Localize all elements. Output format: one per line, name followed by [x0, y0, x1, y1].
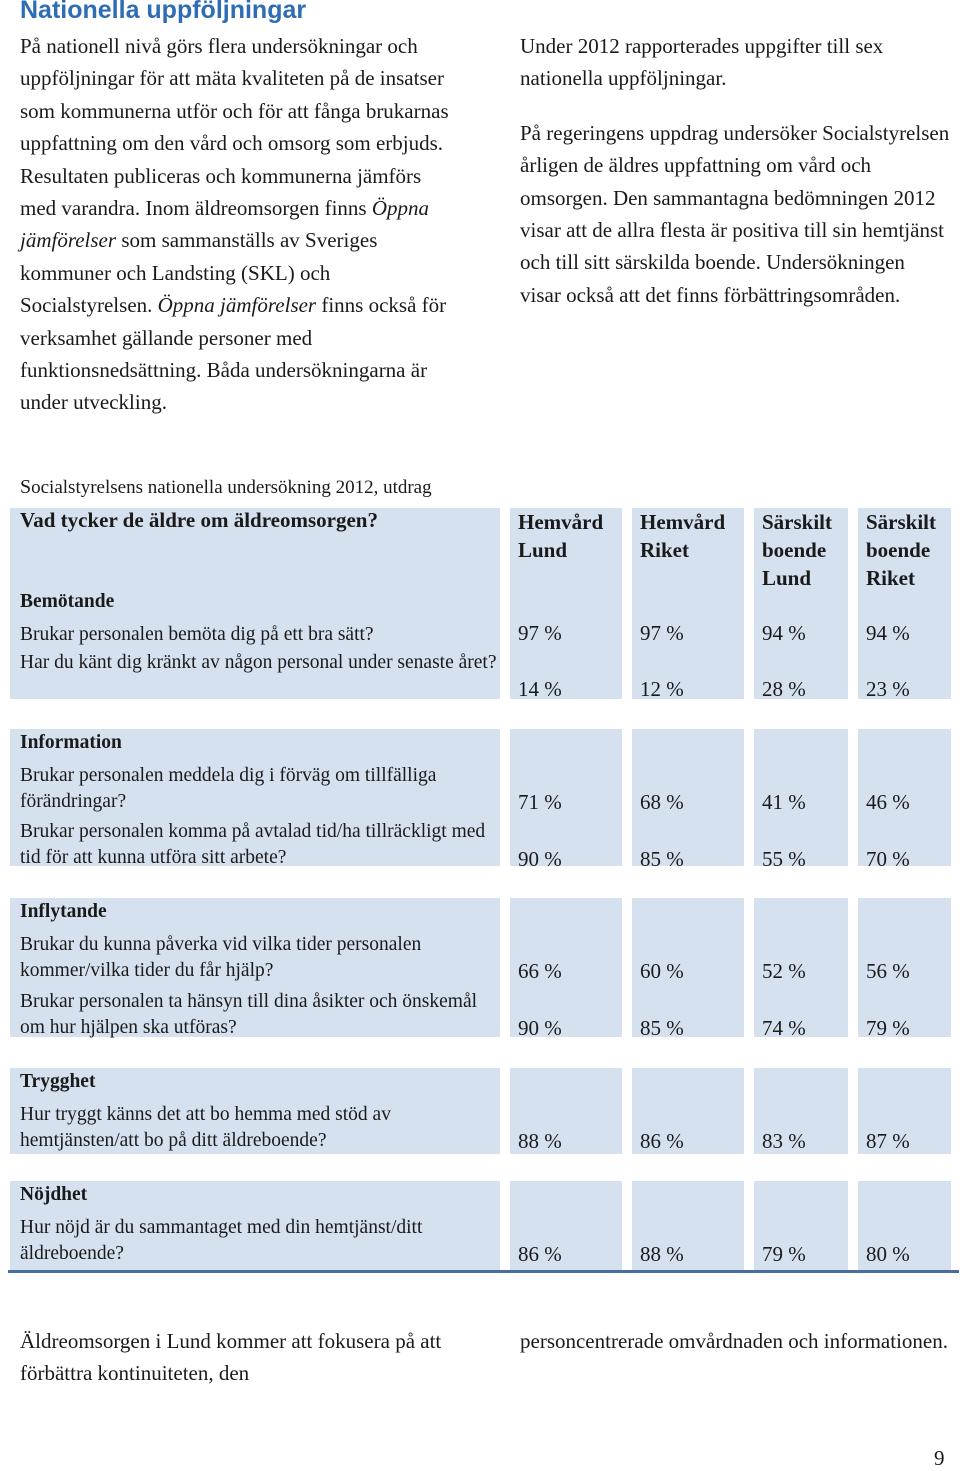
column-header: Hemvård Lund — [518, 510, 604, 562]
table-question-header: Vad tycker de äldre om äldreomsorgen? — [20, 508, 378, 532]
value-cell: 66 % — [518, 959, 562, 983]
value-cell: 97 % — [640, 621, 684, 645]
question-text: Har du känt dig kränkt av någon personal under senaste året? — [20, 652, 497, 673]
table-caption: Socialstyrelsens nationella undersökning 2012, utdrag — [20, 476, 432, 498]
value-cell: 14 % — [518, 677, 562, 701]
value-cell: 70 % — [866, 847, 910, 871]
value-cell: 83 % — [762, 1129, 806, 1153]
question-text: Brukar personalen ta hänsyn till dina åsikter och önskemål om hur hjälpen ska utföras? — [20, 991, 478, 1038]
section-title: Trygghet — [20, 1071, 96, 1092]
value-cell: 60 % — [640, 959, 684, 983]
value-cell: 90 % — [518, 1016, 562, 1040]
value-cell: 79 % — [866, 1016, 910, 1040]
section-title: Information — [20, 732, 122, 753]
value-cell: 87 % — [866, 1129, 910, 1153]
right-paragraph-1: Under 2012 rapporterades uppgifter till sex nationella uppföljningar. — [520, 34, 884, 91]
value-cell: 86 % — [518, 1242, 562, 1266]
question-text: Hur tryggt känns det att bo hemma med stöd av hemtjänsten/att bo på ditt äldreboende? — [20, 1104, 391, 1151]
column-header: Särskilt boende Lund — [762, 510, 833, 590]
value-cell: 52 % — [762, 959, 806, 983]
value-cell: 55 % — [762, 847, 806, 871]
closing-left: Äldreomsorgen i Lund kommer att fokusera på att förbättra kontinuiteten, den — [20, 1329, 442, 1386]
value-cell: 94 % — [762, 621, 806, 645]
closing-right: personcentrerade omvårdnaden och informationen. — [520, 1329, 948, 1353]
intro-right-column — [520, 30, 950, 311]
value-cell: 88 % — [518, 1129, 562, 1153]
value-cell: 41 % — [762, 790, 806, 814]
survey-table — [8, 506, 959, 1272]
value-cell: 86 % — [640, 1129, 684, 1153]
column-header: Särskilt boende Riket — [866, 510, 937, 590]
question-text: Brukar personalen bemöta dig på ett bra sätt? — [20, 624, 374, 645]
question-text: Brukar personalen meddela dig i förväg om tillfälliga förändringar? — [20, 765, 437, 812]
value-cell: 80 % — [866, 1242, 910, 1266]
value-cell: 46 % — [866, 790, 910, 814]
value-cell: 88 % — [640, 1242, 684, 1266]
value-cell: 90 % — [518, 847, 562, 871]
value-cell: 71 % — [518, 790, 562, 814]
table-bottom-rule — [8, 1270, 959, 1273]
value-cell: 28 % — [762, 677, 806, 701]
section-title: Inflytande — [20, 901, 107, 922]
section-title: Nöjdhet — [20, 1184, 88, 1205]
value-cell: 68 % — [640, 790, 684, 814]
question-text: Brukar du kunna påverka vid vilka tider personalen kommer/vilka tider du får hjälp? — [20, 934, 422, 981]
intro-paragraph: På nationell nivå görs flera undersökningar och uppföljningar för att mäta kvaliteten på de insatser som kommunerna utför och för att fånga brukarnas uppfattning om den vård och omsorg som erbjuds. Resultaten publiceras och kommunerna jämförs med varandra. Inom äldreomsorgen finns Öppna jämförelser som sammanställs av Sveriges kommuner och Landsting (SKL) och Socialstyrelsen. Öppna jämförelser finns också för verksamhet gällande personer med funktionsnedsättning. Båda undersökningarna är under utveckling. — [20, 34, 449, 415]
value-cell: 56 % — [866, 959, 910, 983]
question-text: Hur nöjd är du sammantaget med din hemtjänst/ditt äldreboende? — [20, 1217, 423, 1264]
column-header: Hemvård Riket — [640, 510, 726, 562]
value-cell: 97 % — [518, 621, 562, 645]
right-paragraph-2: På regeringens uppdrag undersöker Socialstyrelsen årligen de äldres uppfattning om vård och omsorgen. Den sammantagna bedömningen 2012 visar att de allra flesta är positiva till sin hemtjänst och till sitt särskilda boende. Undersökningen visar också att det finns förbättringsområden. — [520, 120, 950, 307]
question-text: Brukar personalen komma på avtalad tid/ha tillräckligt med tid för att kunna utföra sitt arbete? — [20, 821, 486, 868]
value-cell: 85 % — [640, 1016, 684, 1040]
value-cell: 12 % — [640, 677, 684, 701]
value-cell: 74 % — [762, 1016, 806, 1040]
value-cell: 23 % — [866, 677, 910, 701]
page-number: 9 — [934, 1446, 945, 1470]
intro-left-column — [20, 30, 460, 419]
section-title: Bemötande — [20, 591, 115, 612]
value-cell: 94 % — [866, 621, 910, 645]
page-heading: Nationella uppföljningar — [20, 0, 307, 24]
value-cell: 79 % — [762, 1242, 806, 1266]
value-cell: 85 % — [640, 847, 684, 871]
